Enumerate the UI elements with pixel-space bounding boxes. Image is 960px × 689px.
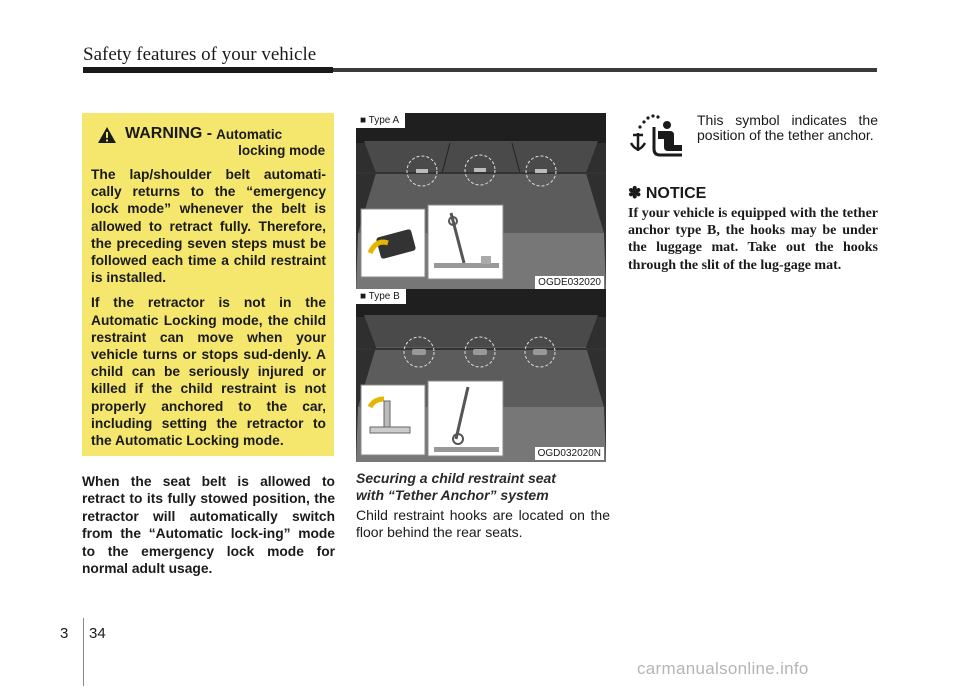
tether-anchor-icon — [628, 113, 686, 159]
watermark: carmanualsonline.info — [637, 659, 809, 678]
page-number-rule — [83, 618, 84, 686]
figure-type-b-label: ■ Type B — [356, 289, 406, 304]
warning-box — [82, 113, 334, 456]
notice-heading: ✽ NOTICE — [628, 185, 707, 202]
warning-triangle-icon — [97, 126, 117, 144]
figure-type-a — [356, 113, 606, 291]
figure-type-b-code: OGD032020N — [535, 447, 604, 460]
caption-line2: with “Tether Anchor” system — [356, 487, 549, 503]
warning-subtitle-line2: locking mode — [238, 143, 326, 158]
warning-label: WARNING - — [125, 125, 213, 142]
notice-text: If your vehicle is equipped with the tether anchor type B, the hooks may be under the luggage mat. Take out the hooks through the slit of the lug-gage mat. — [628, 206, 878, 273]
body-text-left: When the seat belt is allowed to retract to its fully stowed position, the retractor will automatically switch from the “Automatic lock-ing” mode to the emergency lock mode for normal adult usage. — [82, 474, 335, 577]
cargo-area-type-b-illustration — [356, 289, 606, 462]
figure-type-a-label: ■ Type A — [356, 113, 405, 128]
page-header-title: Safety features of your vehicle — [83, 44, 317, 65]
warning-paragraph-1: The lap/shoulder belt automati-cally returns to the “emergency lock mode” whenever the belt is allowed to retract fully. Therefore, the preceding seven steps must be followed each time a child restraint is installed. — [91, 167, 326, 286]
figure-type-a-code: OGDE032020 — [535, 276, 604, 289]
caption-line1: Securing a child restraint seat — [356, 470, 556, 486]
cargo-area-type-a-illustration — [356, 113, 606, 291]
warning-subtitle-line1: Automatic — [216, 127, 283, 142]
page-number: 34 — [89, 625, 106, 642]
body-text-middle: Child restraint hooks are located on the floor behind the rear seats. — [356, 507, 610, 541]
figure-caption — [356, 470, 611, 504]
header-rule — [83, 68, 877, 72]
warning-heading — [97, 125, 326, 159]
figure-type-b — [356, 289, 606, 462]
tether-symbol-description: This symbol indicates the position of the tether anchor. — [697, 112, 878, 143]
warning-paragraph-2: If the retractor is not in the Automatic Locking mode, the child restraint can move when your vehicle turns or stops sud-denly. A child can be seriously injured or killed if the child restraint is not properly anchored to the car, including setting the retractor to the Automatic Locking mode. — [91, 295, 326, 449]
chapter-number: 3 — [60, 625, 69, 642]
warning-subtitle — [216, 127, 326, 159]
